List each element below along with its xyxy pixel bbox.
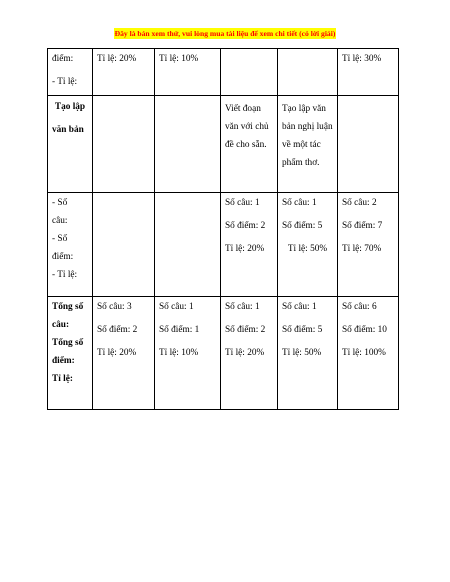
cell-text: Số điểm: 2 [225, 325, 266, 336]
cell-text: Tạo lập [54, 102, 86, 112]
cell-text: Tỉ lệ: 20% [225, 244, 265, 255]
cell-text: Tỉ lệ: 20% [97, 54, 137, 64]
table-cell [221, 193, 278, 297]
cell-text: - Tỉ lệ: [52, 77, 78, 88]
table-cell [338, 96, 399, 193]
table-cell [221, 297, 278, 410]
cell-text: Tạo lập văn bản nghị luận về một tác phẩm thơ. [282, 104, 333, 169]
preview-banner [0, 23, 450, 41]
cell-text: Số câu: 1 [159, 302, 194, 312]
cell-text: Số điểm: 7 [342, 221, 383, 232]
cell-text: Tỉ lệ: 20% [225, 348, 265, 359]
table-cell [93, 96, 155, 193]
table-cell [278, 193, 338, 297]
cell-text: Tỉ lệ: 50% [282, 348, 322, 359]
preview-banner-text: Đây là bản xem thử, vui lòng mua tài liệu để xem chi tiết (có lời giải) [114, 29, 336, 38]
table-row [48, 193, 399, 297]
cell-text: Số câu: 2 [342, 198, 377, 208]
cell-text: Tỉ lệ: 10% [159, 348, 199, 359]
table-cell [338, 193, 399, 297]
matrix-table [47, 48, 399, 410]
table-cell [338, 49, 399, 96]
cell-text: Tỉ lệ: 30% [342, 54, 382, 64]
table-cell [155, 297, 221, 410]
cell-text: Số câu: 1 [282, 198, 317, 208]
cell-text: Số điểm: 5 [282, 221, 323, 232]
cell-text: Tỉ lệ: 20% [97, 348, 137, 359]
cell-text: - Số [52, 234, 68, 245]
cell-text: Số điểm: 2 [225, 221, 266, 232]
table-row [48, 297, 399, 410]
cell-text: Số câu: 6 [342, 302, 377, 312]
cell-text: - Số [52, 198, 68, 208]
table-row [48, 96, 399, 193]
table-cell [48, 96, 93, 193]
cell-text: Tỉ lệ: 50% [287, 244, 328, 255]
cell-text: Viết đoạn văn với chủ đề cho sẵn. [225, 104, 269, 151]
table-cell [155, 49, 221, 96]
table-row [48, 49, 399, 96]
cell-text: Tổng số [52, 302, 84, 312]
table-cell [338, 297, 399, 410]
cell-text: điểm: [52, 54, 74, 64]
table-cell [93, 193, 155, 297]
table-cell [48, 49, 93, 96]
cell-text: Số câu: 1 [225, 198, 260, 208]
table-cell [155, 193, 221, 297]
table-cell [221, 49, 278, 96]
table-cell [155, 96, 221, 193]
cell-text: câu: [52, 216, 68, 227]
table-cell [93, 49, 155, 96]
cell-text: Số điểm: 2 [97, 325, 138, 336]
cell-text: Tỉ lệ: [52, 374, 73, 385]
table-cell [221, 96, 278, 193]
table-cell [278, 96, 338, 193]
table-cell [278, 49, 338, 96]
cell-text: Số điểm: 1 [159, 325, 200, 336]
cell-text: Số câu: 1 [225, 302, 260, 312]
cell-text: câu: [52, 320, 70, 331]
cell-text: - Tỉ lệ: [52, 270, 78, 281]
cell-text: Tổng số [52, 338, 84, 349]
cell-text: Tỉ lệ: 10% [159, 54, 199, 64]
table-cell [48, 193, 93, 297]
table-cell [278, 297, 338, 410]
cell-text: Tỉ lệ: 100% [342, 348, 386, 359]
cell-text: điểm: [52, 252, 74, 263]
table-cell [93, 297, 155, 410]
cell-text: Số điểm: 5 [282, 325, 323, 336]
table-cell [48, 297, 93, 410]
cell-text: Tỉ lệ: 70% [342, 244, 382, 255]
cell-text: Số điểm: 10 [342, 325, 387, 336]
cell-text: văn bản [52, 125, 84, 136]
cell-text: điểm: [52, 356, 75, 367]
cell-text: Số câu: 3 [97, 302, 132, 312]
cell-text: Số câu: 1 [282, 302, 317, 312]
